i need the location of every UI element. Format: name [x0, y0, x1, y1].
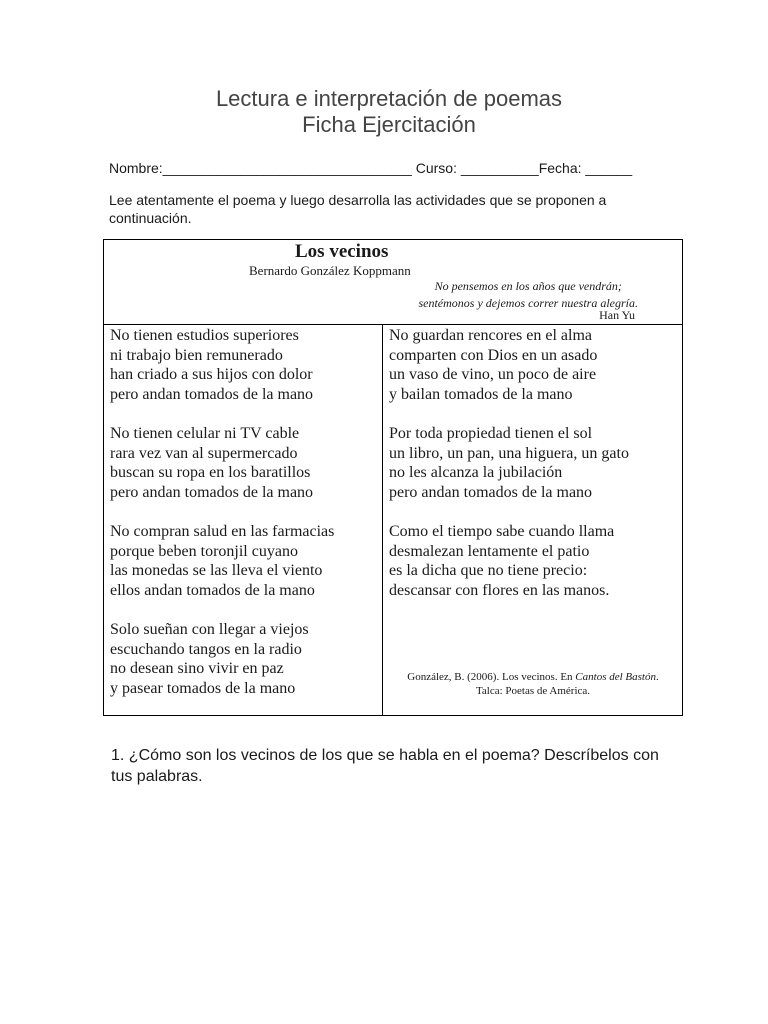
worksheet-title: Lectura e interpretación de poemas	[215, 86, 563, 111]
verse-line: rara vez van al supermercado	[110, 444, 298, 462]
verse-line: ni trabajo bien remunerado	[110, 346, 283, 364]
epigraph-line: No pensemos en los años que vendrán;	[434, 279, 622, 293]
instructions-text: Lee atentamente el poema y luego desarrolla las actividades que se proponen a continuación.	[109, 192, 607, 226]
stanza	[389, 326, 679, 404]
verse-line: han criado a sus hijos con dolor	[110, 366, 313, 384]
poem-author: Bernardo González Koppmann	[249, 263, 411, 278]
verse-line: Solo sueñan con llegar a viejos	[110, 620, 309, 638]
verse-line: no les alcanza la jubilación	[389, 464, 563, 482]
verse-line: No compran salud en las farmacias	[110, 522, 335, 540]
citation-book: Cantos del Bastón	[575, 671, 656, 683]
poem-title: Los vecinos	[295, 241, 389, 262]
epigraph-line: sentémonos y dejemos correr nuestra alegría.	[418, 296, 638, 310]
verse-line: y bailan tomados de la mano	[389, 385, 573, 403]
verse-line: No guardan rencores en el alma	[389, 327, 593, 344]
verse-line: desmalezan lentamente el patio	[389, 542, 590, 560]
verse-line: pero andan tomados de la mano	[110, 385, 314, 403]
epigraph-author: Han Yu	[599, 308, 635, 322]
verse-line: No tienen estudios superiores	[110, 327, 299, 344]
verse-line: pero andan tomados de la mano	[110, 483, 314, 501]
stanza	[110, 326, 378, 404]
stanza	[389, 424, 679, 502]
citation-prefix: González, B. (2006). Los vecinos. En	[407, 671, 576, 683]
citation-line	[383, 670, 683, 684]
verse-line: ellos andan tomados de la mano	[110, 581, 315, 599]
poem-header	[104, 240, 682, 325]
verse-line: No tienen celular ni TV cable	[110, 424, 300, 442]
verse-line: comparten con Dios en un asado	[389, 346, 598, 364]
verse-line: Como el tiempo sabe cuando llama	[389, 522, 615, 540]
poem-epigraph	[418, 278, 638, 312]
verse-line: escuchando tangos en la radio	[110, 640, 302, 658]
stanza	[389, 522, 679, 600]
poem-box	[103, 239, 683, 716]
stanza	[110, 620, 378, 698]
verse-line: un libro, un pan, una higuera, un gato	[389, 444, 629, 462]
verse-line: no desean sino vivir en paz	[110, 660, 284, 678]
stanza	[110, 424, 378, 502]
poem-left-column	[110, 326, 378, 718]
verse-line: descansar con flores en las manos.	[389, 581, 610, 599]
question-1: 1. ¿Cómo son los vecinos de los que se habla en el poema? Descríbelos con tus palabras.	[111, 747, 659, 785]
column-divider	[382, 324, 383, 716]
verse-line: es la dicha que no tiene precio:	[389, 562, 588, 580]
poem-right-column	[389, 326, 679, 620]
verse-line: Por toda propiedad tienen el sol	[389, 424, 593, 442]
verse-line: y pasear tomados de la mano	[110, 679, 296, 697]
verse-line: un vaso de vino, un poco de aire	[389, 366, 597, 384]
verse-line: buscan su ropa en los baratillos	[110, 464, 311, 482]
stanza	[110, 522, 378, 600]
verse-line: las monedas se las lleva el viento	[110, 562, 323, 580]
worksheet-subtitle: Ficha Ejercitación	[302, 112, 476, 137]
poem-citation	[383, 670, 683, 698]
student-fields-line: Nombre:________________________________ Curso: __________Fecha: ______	[109, 160, 633, 176]
verse-line: porque beben toronjil cuyano	[110, 542, 298, 560]
citation-line: Talca: Poetas de América.	[475, 685, 591, 697]
citation-suffix: .	[655, 671, 659, 683]
verse-line: pero andan tomados de la mano	[389, 483, 593, 501]
